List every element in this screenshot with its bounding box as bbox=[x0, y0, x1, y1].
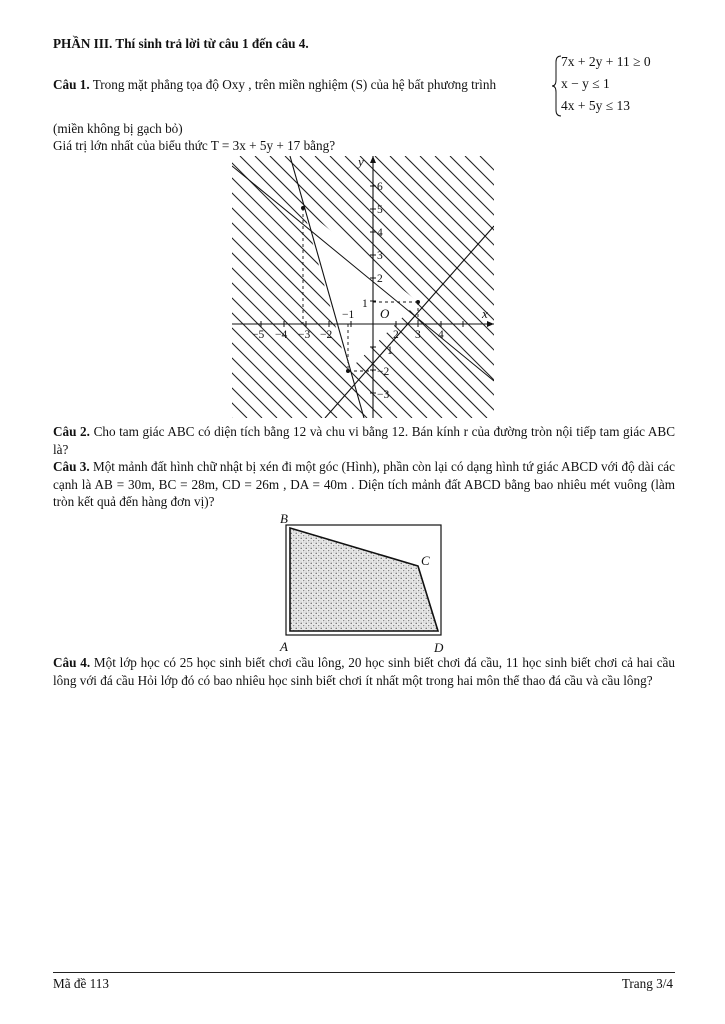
hatch-line bbox=[232, 156, 322, 418]
inequality-3: 4x + 5y ≤ 13 bbox=[561, 98, 631, 113]
vertex-point bbox=[301, 206, 305, 210]
x-tick-label: 2 bbox=[393, 329, 399, 341]
x-axis-label: x bbox=[482, 306, 488, 321]
inequality-2: x − y ≤ 1 bbox=[561, 76, 610, 91]
hatch-line bbox=[232, 156, 337, 418]
y-axis-arrow-icon bbox=[370, 156, 376, 163]
q3-text: Một mảnh đất hình chữ nhật bị xén đi một góc (Hình), phần còn lại có dạng hình tứ giác ABCD với độ dài các cạnh là AB = 30m, BC = 28m, CD = 26m , DA = 40m . Diện tích mảnh đất ABCD bằng bao nhiêu mét vuông (làm tròn kết quả đến hàng đơn vị)? bbox=[53, 459, 676, 509]
y-tick-label: 1 bbox=[362, 298, 368, 310]
x-tick-label: 3 bbox=[415, 329, 421, 341]
hatch-line bbox=[450, 156, 494, 418]
q3-label: Câu 3. bbox=[53, 459, 90, 474]
y-tick-label: −3 bbox=[377, 389, 390, 401]
q3-paragraph bbox=[53, 458, 675, 511]
y-tick-label: 3 bbox=[377, 250, 383, 262]
q4-paragraph bbox=[53, 654, 675, 689]
footer-page-number: Trang 3/4 bbox=[621, 976, 673, 991]
y-tick-label: −2 bbox=[377, 366, 390, 378]
x-tick-label: 4 bbox=[438, 329, 444, 341]
hatch-line bbox=[232, 156, 277, 418]
x-tick-label: −4 bbox=[275, 329, 288, 341]
inequality-system bbox=[552, 54, 672, 118]
x-tick-label: −3 bbox=[298, 329, 311, 341]
land-figure bbox=[275, 512, 455, 654]
vertex-point bbox=[346, 369, 350, 373]
x-tick-label: −5 bbox=[252, 329, 265, 341]
y-tick-label: 2 bbox=[377, 273, 383, 285]
quadrilateral-abcd bbox=[290, 528, 438, 631]
q1-line bbox=[53, 77, 496, 93]
q1-note: (miền không bị gạch bỏ) bbox=[53, 121, 183, 136]
line-label: 1 bbox=[387, 345, 393, 357]
inequality-1: 7x + 2y + 11 ≥ 0 bbox=[561, 54, 651, 69]
vertex-point bbox=[416, 300, 420, 304]
section-title: PHẦN III. Thí sinh trả lời từ câu 1 đến câu 4. bbox=[53, 36, 309, 51]
vertex-label-a: A bbox=[280, 639, 288, 654]
vertex-label-c: C bbox=[421, 553, 430, 568]
q4-label: Câu 4. bbox=[53, 655, 91, 670]
origin-label: O bbox=[380, 306, 390, 321]
solution-region-graph bbox=[232, 156, 494, 418]
q2-text: Cho tam giác ABC có diện tích bằng 12 và chu vi bằng 12. Bán kính r của đường tròn nội tiếp tam giác ABC là? bbox=[53, 424, 676, 457]
x-axis-arrow-icon bbox=[487, 321, 494, 327]
q2-label: Câu 2. bbox=[53, 424, 90, 439]
y-tick-label: 6 bbox=[377, 181, 383, 193]
x-tick-label: −1 bbox=[342, 309, 355, 321]
y-tick-label: 5 bbox=[377, 204, 383, 216]
vertex-label-d: D bbox=[434, 640, 444, 654]
x-tick-label: −2 bbox=[320, 329, 333, 341]
q1-question: Giá trị lớn nhất của biểu thức T = 3x + 5y + 17 bằng? bbox=[53, 138, 336, 153]
y-axis-label: y bbox=[358, 156, 364, 169]
footer-exam-code: Mã đề 113 bbox=[53, 976, 109, 991]
q1-label: Câu 1. bbox=[53, 77, 90, 92]
q1-text: Trong mặt phẳng tọa độ Oxy , trên miền nghiệm (S) của hệ bất phương trình bbox=[92, 77, 497, 92]
footer-divider bbox=[53, 972, 675, 973]
q2-paragraph bbox=[53, 423, 675, 458]
y-tick-label: 4 bbox=[377, 227, 383, 239]
q4-text: Một lớp học có 25 học sinh biết chơi cầu lông, 20 học sinh biết chơi đá cầu, 11 học sinh biết chơi cả hai cầu lông với đá cầu Hỏi lớp đó có bao nhiêu học sinh biết chơi ít nhất một trong hai môn thể thao đá cầu và cầu lông? bbox=[53, 655, 675, 688]
vertex-label-b: B bbox=[280, 512, 288, 526]
